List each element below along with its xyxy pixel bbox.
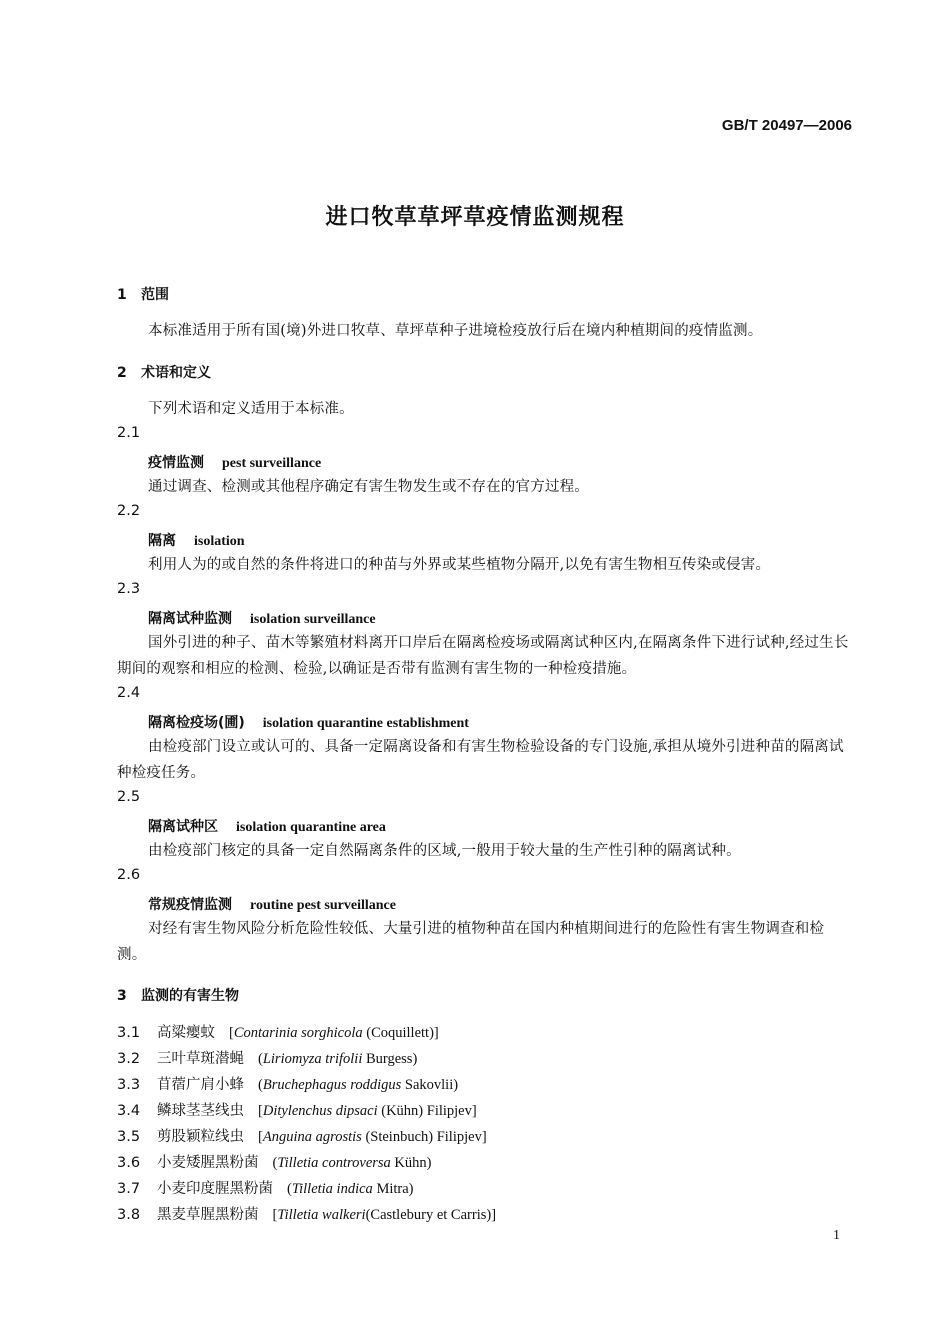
term-heading xyxy=(148,816,386,836)
section-number: 1 xyxy=(117,287,127,303)
term-definition: 利用人为的或自然的条件将进口的种苗与外界或某些植物分隔开,以免有害生物相互传染或侵害。 xyxy=(148,557,771,573)
term-heading xyxy=(148,530,245,550)
pest-item: 3.3 苜蓿广肩小蜂 (Bruchephagus roddigus Sakovlii) xyxy=(117,1077,459,1093)
term-en: pest surveillance xyxy=(222,456,322,471)
term-definition: 国外引进的种子、苗木等繁殖材料离开口岸后在隔离检疫场或隔离试种区内,在隔离条件下进行试种,经过生长期间的观察和相应的检测、检验,以确证是否带有监测有害生物的一种检疫措施。 xyxy=(117,635,849,677)
page-number: 1 xyxy=(833,1228,840,1243)
section-2-heading xyxy=(117,362,211,382)
term-en: isolation xyxy=(194,534,245,549)
term-definition: 由检疫部门核定的具备一定自然隔离条件的区域,一般用于较大量的生产性引种的隔离试种。 xyxy=(148,843,741,859)
section-2-text: 下列术语和定义适用于本标准。 xyxy=(148,401,354,417)
pest-item: 3.4 鳞球茎茎线虫 [Ditylenchus dipsaci (Kühn) Filipjev] xyxy=(117,1103,477,1119)
term-heading xyxy=(148,608,376,628)
section-1-heading xyxy=(117,284,169,304)
section-title: 范围 xyxy=(141,287,169,303)
section-title: 术语和定义 xyxy=(141,365,211,381)
section-1-text: 本标准适用于所有国(境)外进口牧草、草坪草种子进境检疫放行后在境内种植期间的疫情监测。 xyxy=(148,323,763,339)
term-zh: 隔离检疫场(圃) xyxy=(148,715,245,731)
term-number: 2.1 xyxy=(117,425,141,441)
pest-item: 3.5 剪股颖粒线虫 [Anguina agrostis (Steinbuch) Filipjev] xyxy=(117,1129,487,1145)
term-en: routine pest surveillance xyxy=(250,898,396,913)
pest-item: 3.6 小麦矮腥黑粉菌 (Tilletia controversa Kühn) xyxy=(117,1155,432,1171)
term-en: isolation quarantine area xyxy=(236,820,386,835)
term-definition: 对经有害生物风险分析危险性较低、大量引进的植物种苗在国内种植期间进行的危险性有害生物调查和检测。 xyxy=(117,921,825,963)
term-heading xyxy=(148,894,396,914)
term-heading xyxy=(148,712,469,732)
section-number: 3 xyxy=(117,988,127,1004)
term-number: 2.3 xyxy=(117,581,141,597)
term-zh: 常规疫情监测 xyxy=(148,897,232,913)
term-heading xyxy=(148,452,321,472)
term-definition: 由检疫部门设立或认可的、具备一定隔离设备和有害生物检验设备的专门设施,承担从境外引进种苗的隔离试种检疫任务。 xyxy=(117,739,844,781)
pest-item: 3.2 三叶草斑潜蝇 (Liriomyza trifolii Burgess) xyxy=(117,1051,418,1067)
term-number: 2.4 xyxy=(117,685,141,701)
term-zh: 隔离试种监测 xyxy=(148,611,232,627)
standard-number: GB/T 20497—2006 xyxy=(721,117,852,134)
term-number: 2.2 xyxy=(117,503,141,519)
term-zh: 隔离 xyxy=(148,533,176,549)
term-zh: 疫情监测 xyxy=(148,455,204,471)
term-number: 2.6 xyxy=(117,867,141,883)
section-title: 监测的有害生物 xyxy=(141,988,239,1004)
section-number: 2 xyxy=(117,365,127,381)
term-en: isolation surveillance xyxy=(250,612,376,627)
pest-item: 3.7 小麦印度腥黑粉菌 (Tilletia indica Mitra) xyxy=(117,1181,414,1197)
term-number: 2.5 xyxy=(117,789,141,805)
term-zh: 隔离试种区 xyxy=(148,819,218,835)
document-title: 进口牧草草坪草疫情监测规程 xyxy=(325,205,625,230)
pest-item: 3.8 黑麦草腥黑粉菌 [Tilletia walkeri(Castlebury et Carris)] xyxy=(117,1207,497,1223)
section-3-heading xyxy=(117,985,239,1005)
pest-item: 3.1 高粱瘿蚊 [Contarinia sorghicola (Coquillett)] xyxy=(117,1025,439,1041)
term-en: isolation quarantine establishment xyxy=(262,716,469,731)
term-definition: 通过调查、检测或其他程序确定有害生物发生或不存在的官方过程。 xyxy=(148,479,589,495)
